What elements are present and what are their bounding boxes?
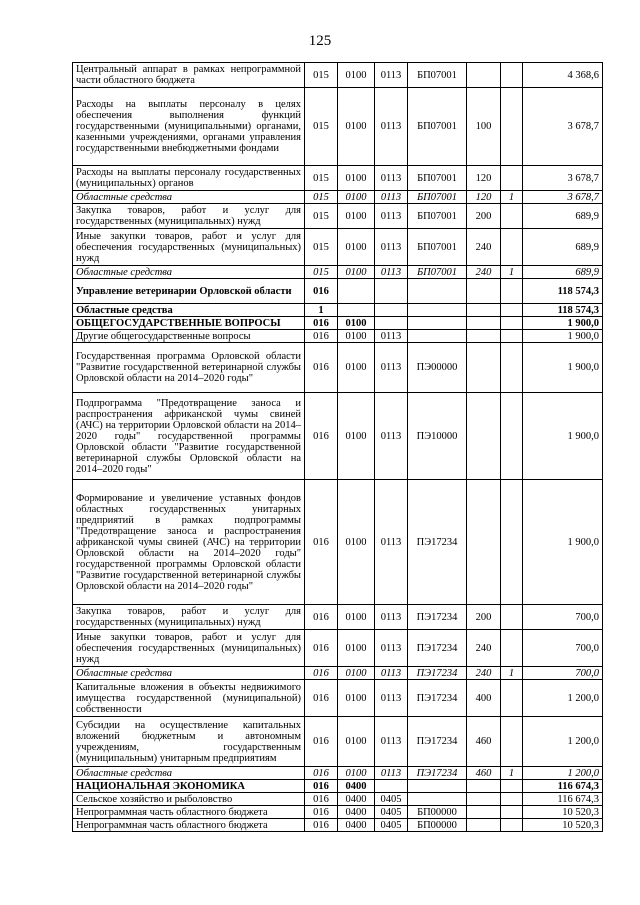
row-section-code: 0400 xyxy=(338,793,375,806)
row-ministry-code: 016 xyxy=(305,717,338,767)
row-section-code xyxy=(338,304,375,317)
row-expense-type xyxy=(467,317,501,330)
row-subsection-code: 0113 xyxy=(375,767,408,780)
table-row xyxy=(73,806,603,819)
row-ministry-code: 015 xyxy=(305,191,338,204)
row-target-article: ПЭ17234 xyxy=(408,767,467,780)
row-target-article: БП07001 xyxy=(408,88,467,166)
row-amount: 689,9 xyxy=(523,204,603,229)
row-ministry-code: 015 xyxy=(305,166,338,191)
row-target-article: ПЭ17234 xyxy=(408,605,467,630)
row-funding-source: 1 xyxy=(501,667,523,680)
row-name: Областные средства xyxy=(73,304,305,317)
row-expense-type: 100 xyxy=(467,88,501,166)
row-name: Формирование и увеличение уставных фондов областных государственных унитарных предприятий в рамках подпрограммы "Предотвращение заноса и распространения африканской чумы свиней (АЧС) на территории Орловской области на 2014–2020 годы" государственной программы Орловской области "Развитие государственной ветеринарной службы Орловской области на 2014–2020 годы" xyxy=(73,480,305,605)
row-subsection-code: 0113 xyxy=(375,166,408,191)
row-ministry-code: 016 xyxy=(305,279,338,304)
row-name: Центральный аппарат в рамках непрограммной части областного бюджета xyxy=(73,63,305,88)
row-target-article xyxy=(408,780,467,793)
row-expense-type: 460 xyxy=(467,767,501,780)
row-target-article: ПЭ17234 xyxy=(408,680,467,717)
row-ministry-code: 015 xyxy=(305,204,338,229)
row-name: Областные средства xyxy=(73,767,305,780)
row-section-code: 0100 xyxy=(338,317,375,330)
row-target-article: ПЭ10000 xyxy=(408,393,467,480)
row-funding-source xyxy=(501,88,523,166)
row-funding-source xyxy=(501,717,523,767)
row-subsection-code: 0113 xyxy=(375,667,408,680)
table-row xyxy=(73,819,603,832)
row-target-article: БП07001 xyxy=(408,204,467,229)
row-section-code: 0100 xyxy=(338,667,375,680)
row-expense-type: 200 xyxy=(467,204,501,229)
row-amount: 10 520,3 xyxy=(523,819,603,832)
row-subsection-code: 0113 xyxy=(375,630,408,667)
row-amount: 3 678,7 xyxy=(523,88,603,166)
row-section-code: 0100 xyxy=(338,191,375,204)
row-name: Непрограммная часть областного бюджета xyxy=(73,819,305,832)
table-row xyxy=(73,266,603,279)
row-subsection-code: 0113 xyxy=(375,204,408,229)
row-expense-type xyxy=(467,304,501,317)
row-funding-source xyxy=(501,630,523,667)
table-row xyxy=(73,166,603,191)
row-amount: 118 574,3 xyxy=(523,304,603,317)
budget-table xyxy=(72,62,603,832)
table-row xyxy=(73,605,603,630)
row-name: Сельское хозяйство и рыболовство xyxy=(73,793,305,806)
row-amount: 700,0 xyxy=(523,667,603,680)
row-expense-type xyxy=(467,279,501,304)
table-row xyxy=(73,63,603,88)
row-expense-type: 240 xyxy=(467,667,501,680)
row-expense-type: 240 xyxy=(467,266,501,279)
row-amount: 1 200,0 xyxy=(523,767,603,780)
row-name: Иные закупки товаров, работ и услуг для обеспечения государственных (муниципальных) нужд xyxy=(73,229,305,266)
row-target-article xyxy=(408,304,467,317)
table-row xyxy=(73,343,603,393)
row-target-article: БП07001 xyxy=(408,266,467,279)
row-name: Субсидии на осуществление капитальных вложений бюджетным и автономным учреждениям, государственным (муниципальным) унитарным предприятиям xyxy=(73,717,305,767)
row-name: Управление ветеринарии Орловской области xyxy=(73,279,305,304)
row-target-article: БП07001 xyxy=(408,191,467,204)
table-row xyxy=(73,317,603,330)
row-name: Областные средства xyxy=(73,266,305,279)
row-ministry-code: 015 xyxy=(305,229,338,266)
row-expense-type: 120 xyxy=(467,191,501,204)
row-expense-type: 240 xyxy=(467,229,501,266)
row-name: Расходы на выплаты персоналу в целях обеспечения выполнения функций государственными (муниципальными) органами, казенными учреждениями, органами управления государственными внебюджетными фондами xyxy=(73,88,305,166)
row-target-article xyxy=(408,279,467,304)
row-subsection-code xyxy=(375,304,408,317)
row-subsection-code: 0113 xyxy=(375,480,408,605)
row-subsection-code: 0405 xyxy=(375,819,408,832)
row-name: Капитальные вложения в объекты недвижимого имущества государственной (муниципальной) собственности xyxy=(73,680,305,717)
row-target-article: БП07001 xyxy=(408,166,467,191)
row-funding-source: 1 xyxy=(501,767,523,780)
row-section-code: 0100 xyxy=(338,480,375,605)
row-section-code: 0100 xyxy=(338,166,375,191)
row-section-code: 0100 xyxy=(338,330,375,343)
row-target-article: ПЭ17234 xyxy=(408,717,467,767)
row-expense-type: 400 xyxy=(467,680,501,717)
row-target-article xyxy=(408,793,467,806)
row-target-article: БП00000 xyxy=(408,819,467,832)
row-funding-source: 1 xyxy=(501,266,523,279)
row-amount: 3 678,7 xyxy=(523,166,603,191)
row-section-code: 0100 xyxy=(338,229,375,266)
row-ministry-code: 016 xyxy=(305,780,338,793)
row-expense-type xyxy=(467,343,501,393)
row-expense-type xyxy=(467,780,501,793)
row-ministry-code: 016 xyxy=(305,480,338,605)
row-subsection-code: 0113 xyxy=(375,229,408,266)
row-target-article: ПЭ17234 xyxy=(408,667,467,680)
row-funding-source xyxy=(501,605,523,630)
row-ministry-code: 016 xyxy=(305,343,338,393)
row-amount: 1 200,0 xyxy=(523,680,603,717)
row-amount: 1 900,0 xyxy=(523,343,603,393)
row-amount: 116 674,3 xyxy=(523,780,603,793)
row-subsection-code: 0113 xyxy=(375,63,408,88)
row-funding-source xyxy=(501,680,523,717)
row-amount: 3 678,7 xyxy=(523,191,603,204)
row-funding-source xyxy=(501,793,523,806)
row-subsection-code: 0113 xyxy=(375,605,408,630)
row-amount: 689,9 xyxy=(523,229,603,266)
row-ministry-code: 016 xyxy=(305,680,338,717)
row-target-article: БП00000 xyxy=(408,806,467,819)
row-subsection-code: 0113 xyxy=(375,330,408,343)
table-row xyxy=(73,480,603,605)
row-target-article: БП07001 xyxy=(408,63,467,88)
table-row xyxy=(73,204,603,229)
row-amount: 118 574,3 xyxy=(523,279,603,304)
table-row xyxy=(73,88,603,166)
table-row xyxy=(73,393,603,480)
row-funding-source: 1 xyxy=(501,191,523,204)
row-ministry-code: 016 xyxy=(305,667,338,680)
row-name: ОБЩЕГОСУДАРСТВЕННЫЕ ВОПРОСЫ xyxy=(73,317,305,330)
row-name: Другие общегосударственные вопросы xyxy=(73,330,305,343)
row-name: Закупка товаров, работ и услуг для государственных (муниципальных) нужд xyxy=(73,605,305,630)
row-funding-source xyxy=(501,317,523,330)
row-ministry-code: 016 xyxy=(305,767,338,780)
row-amount: 116 674,3 xyxy=(523,793,603,806)
row-funding-source xyxy=(501,229,523,266)
row-section-code: 0100 xyxy=(338,717,375,767)
row-ministry-code: 016 xyxy=(305,793,338,806)
row-subsection-code: 0405 xyxy=(375,793,408,806)
row-section-code: 0100 xyxy=(338,266,375,279)
row-expense-type xyxy=(467,819,501,832)
row-target-article xyxy=(408,330,467,343)
row-amount: 1 900,0 xyxy=(523,393,603,480)
row-funding-source xyxy=(501,480,523,605)
row-ministry-code: 015 xyxy=(305,63,338,88)
row-funding-source xyxy=(501,393,523,480)
row-subsection-code: 0113 xyxy=(375,343,408,393)
table-row xyxy=(73,191,603,204)
table-row xyxy=(73,780,603,793)
row-section-code: 0100 xyxy=(338,393,375,480)
row-funding-source xyxy=(501,343,523,393)
row-ministry-code: 016 xyxy=(305,330,338,343)
row-name: Областные средства xyxy=(73,191,305,204)
table-row xyxy=(73,793,603,806)
row-target-article xyxy=(408,317,467,330)
row-funding-source xyxy=(501,806,523,819)
row-section-code: 0400 xyxy=(338,780,375,793)
row-subsection-code xyxy=(375,780,408,793)
row-amount: 10 520,3 xyxy=(523,806,603,819)
row-name: Непрограммная часть областного бюджета xyxy=(73,806,305,819)
row-expense-type: 240 xyxy=(467,630,501,667)
row-target-article: ПЭ17234 xyxy=(408,480,467,605)
row-section-code: 0100 xyxy=(338,63,375,88)
row-ministry-code: 015 xyxy=(305,266,338,279)
row-subsection-code: 0113 xyxy=(375,393,408,480)
row-section-code: 0100 xyxy=(338,767,375,780)
row-name: Иные закупки товаров, работ и услуг для обеспечения государственных (муниципальных) нужд xyxy=(73,630,305,667)
row-subsection-code: 0113 xyxy=(375,191,408,204)
table-row xyxy=(73,330,603,343)
row-section-code: 0100 xyxy=(338,88,375,166)
row-funding-source xyxy=(501,204,523,229)
row-ministry-code: 016 xyxy=(305,806,338,819)
table-row xyxy=(73,767,603,780)
row-name: Областные средства xyxy=(73,667,305,680)
row-section-code: 0400 xyxy=(338,806,375,819)
row-expense-type xyxy=(467,63,501,88)
row-name: Расходы на выплаты персоналу государственных (муниципальных) органов xyxy=(73,166,305,191)
row-subsection-code xyxy=(375,317,408,330)
row-amount: 1 200,0 xyxy=(523,717,603,767)
row-funding-source xyxy=(501,780,523,793)
row-amount: 700,0 xyxy=(523,630,603,667)
row-ministry-code: 015 xyxy=(305,88,338,166)
row-amount: 1 900,0 xyxy=(523,330,603,343)
row-expense-type xyxy=(467,793,501,806)
table-row xyxy=(73,630,603,667)
row-amount: 689,9 xyxy=(523,266,603,279)
row-target-article: БП07001 xyxy=(408,229,467,266)
row-expense-type xyxy=(467,393,501,480)
row-subsection-code xyxy=(375,279,408,304)
table-row xyxy=(73,680,603,717)
row-subsection-code: 0113 xyxy=(375,680,408,717)
row-funding-source xyxy=(501,279,523,304)
row-amount: 700,0 xyxy=(523,605,603,630)
row-section-code xyxy=(338,279,375,304)
table-row xyxy=(73,667,603,680)
row-ministry-code: 1 xyxy=(305,304,338,317)
row-subsection-code: 0113 xyxy=(375,717,408,767)
row-funding-source xyxy=(501,63,523,88)
row-amount: 1 900,0 xyxy=(523,317,603,330)
row-expense-type: 120 xyxy=(467,166,501,191)
budget-table-body xyxy=(73,63,603,832)
row-subsection-code: 0113 xyxy=(375,266,408,279)
row-section-code: 0100 xyxy=(338,204,375,229)
page-number: 125 xyxy=(308,33,332,49)
row-funding-source xyxy=(501,819,523,832)
row-section-code: 0100 xyxy=(338,680,375,717)
table-row xyxy=(73,279,603,304)
table-row xyxy=(73,717,603,767)
row-section-code: 0100 xyxy=(338,343,375,393)
row-ministry-code: 016 xyxy=(305,393,338,480)
row-target-article: ПЭ00000 xyxy=(408,343,467,393)
row-expense-type xyxy=(467,480,501,605)
table-row xyxy=(73,304,603,317)
row-expense-type: 460 xyxy=(467,717,501,767)
row-funding-source xyxy=(501,330,523,343)
row-ministry-code: 016 xyxy=(305,630,338,667)
row-amount: 1 900,0 xyxy=(523,480,603,605)
row-funding-source xyxy=(501,166,523,191)
row-section-code: 0100 xyxy=(338,630,375,667)
row-name: Государственная программа Орловской области "Развитие государственной ветеринарной службы Орловской области на 2014–2020 годы" xyxy=(73,343,305,393)
row-section-code: 0100 xyxy=(338,605,375,630)
row-name: НАЦИОНАЛЬНАЯ ЭКОНОМИКА xyxy=(73,780,305,793)
row-amount: 4 368,6 xyxy=(523,63,603,88)
row-subsection-code: 0113 xyxy=(375,88,408,166)
row-ministry-code: 016 xyxy=(305,819,338,832)
row-name: Подпрограмма "Предотвращение заноса и распространения африканской чумы свиней (АЧС) на территории Орловской области на 2014–2020 годы" государственной программы Орловской области "Развитие государственной ветеринарной службы Орловской области на 2014–2020 годы" xyxy=(73,393,305,480)
row-ministry-code: 016 xyxy=(305,317,338,330)
row-section-code: 0400 xyxy=(338,819,375,832)
row-expense-type xyxy=(467,330,501,343)
row-ministry-code: 016 xyxy=(305,605,338,630)
row-target-article: ПЭ17234 xyxy=(408,630,467,667)
row-expense-type xyxy=(467,806,501,819)
table-row xyxy=(73,229,603,266)
row-funding-source xyxy=(501,304,523,317)
row-name: Закупка товаров, работ и услуг для государственных (муниципальных) нужд xyxy=(73,204,305,229)
row-subsection-code: 0405 xyxy=(375,806,408,819)
row-expense-type: 200 xyxy=(467,605,501,630)
